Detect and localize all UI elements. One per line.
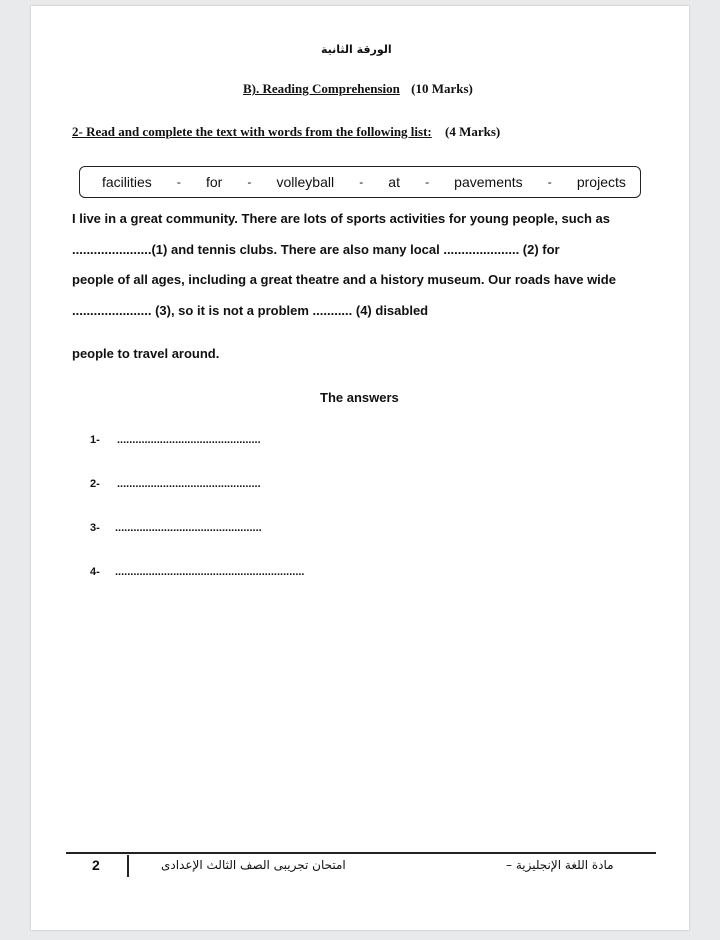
footer-divider <box>66 852 656 854</box>
passage-line-3: people of all ages, including a great theatre and a history museum. Our roads have wide <box>72 272 616 287</box>
answer-number-3: 3- <box>90 522 100 534</box>
answers-title: The answers <box>320 390 399 405</box>
document-page <box>31 6 689 930</box>
paper-title-arabic: الورقة الثانية <box>321 43 392 56</box>
word-at: at <box>388 174 400 190</box>
footer-subject: مادة اللغة الإنجليزية – <box>506 858 614 872</box>
section-marks: (10 Marks) <box>411 81 473 96</box>
word-facilities: facilities <box>102 174 152 190</box>
question-heading <box>72 124 500 140</box>
passage-line-4: ...................... (3), so it is not a problem ........... (4) disabled <box>72 303 429 318</box>
passage-line-2: ......................(1) and tennis clubs. There are also many local ..................... (2) for <box>72 242 560 257</box>
passage-line-5: people to travel around. <box>72 346 220 361</box>
word-volleyball: volleyball <box>276 174 335 190</box>
word-pavements: pavements <box>454 174 523 190</box>
word-separator: - <box>547 175 552 189</box>
answer-line-2[interactable]: ............................................... <box>117 478 261 490</box>
section-title: B). Reading Comprehension <box>243 81 400 96</box>
page-number: 2 <box>92 857 100 873</box>
word-separator: - <box>425 175 430 189</box>
footer-exam-title: امتحان تجريبى الصف الثالث الإعدادى <box>161 858 346 872</box>
answer-number-4: 4- <box>90 566 100 578</box>
answer-line-4[interactable]: .............................................................. <box>115 566 305 578</box>
word-separator: - <box>247 175 252 189</box>
answer-line-1[interactable]: ............................................... <box>117 434 261 446</box>
word-for: for <box>205 174 223 190</box>
answer-number-2: 2- <box>90 478 100 490</box>
footer-separator-bar <box>127 855 129 877</box>
passage-line-1: I live in a great community. There are lots of sports activities for young people, such as <box>72 211 610 226</box>
section-heading <box>243 81 473 97</box>
question-marks: (4 Marks) <box>445 124 501 139</box>
word-separator: - <box>359 175 364 189</box>
question-instruction: 2- Read and complete the text with words from the following list: <box>72 124 432 139</box>
answer-line-3[interactable]: ................................................ <box>115 522 262 534</box>
word-list-box <box>79 166 641 198</box>
answer-number-1: 1- <box>90 434 100 446</box>
word-projects: projects <box>576 174 626 190</box>
word-separator: - <box>176 175 181 189</box>
